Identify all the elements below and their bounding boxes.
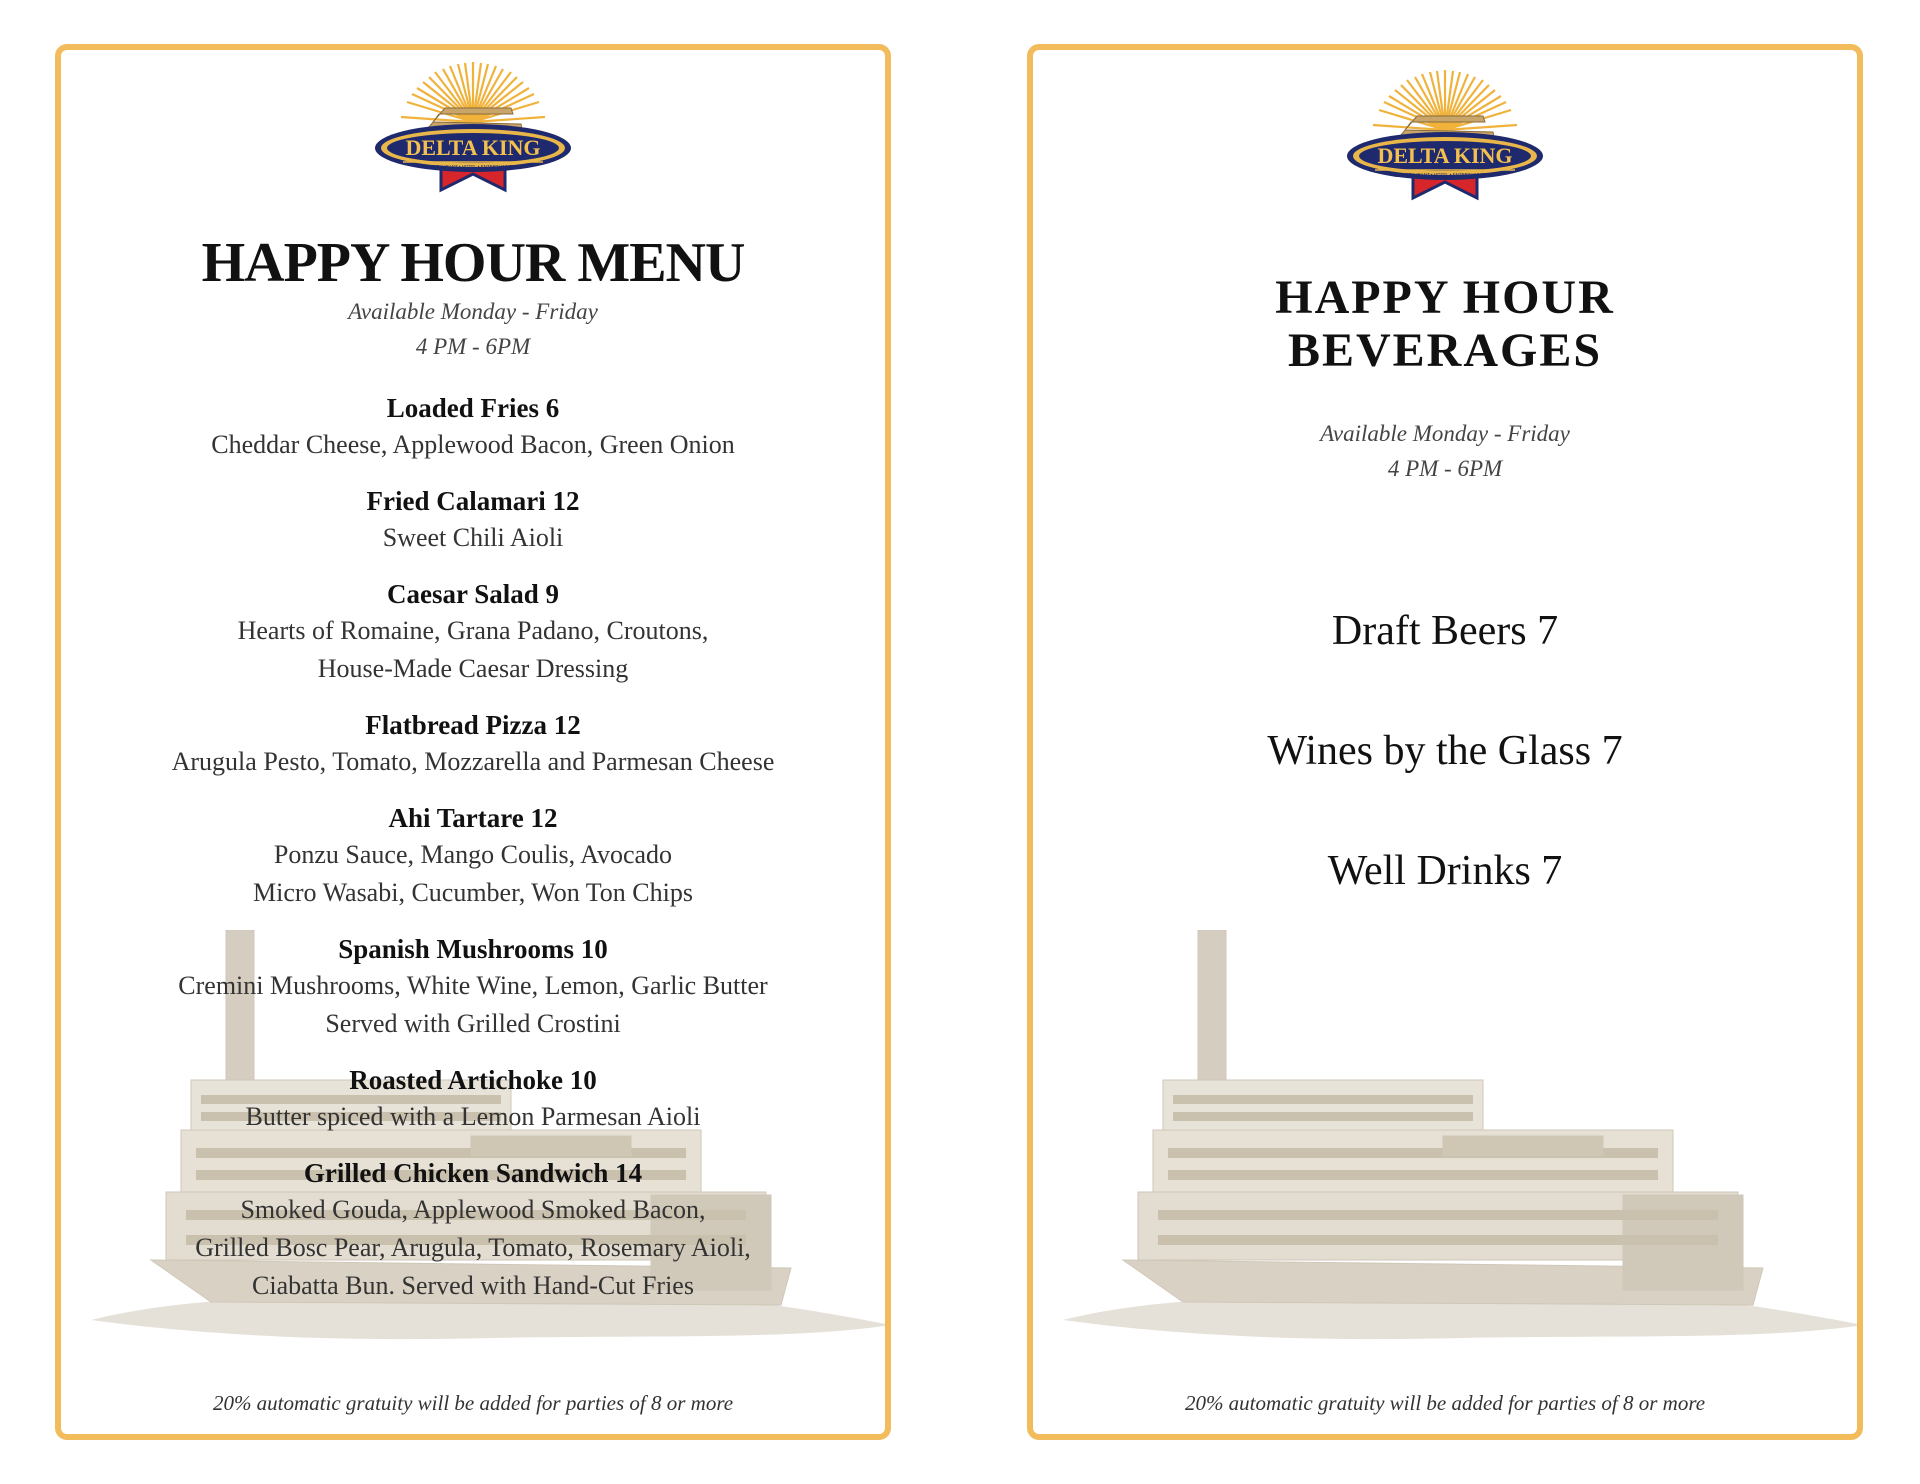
beverages-availability: Available Monday - Friday (1320, 421, 1570, 446)
menu-item-description: House-Made Caesar Dressing (317, 654, 629, 683)
riverboat-illustration (1063, 930, 1863, 1350)
beverage-list (1033, 610, 1857, 892)
happy-hour-menu-card (55, 44, 891, 1440)
beverage-item: Draft Beers 7 (1331, 608, 1559, 654)
menu-item-description: Cremini Mushrooms, White Wine, Lemon, Garlic Butter (178, 971, 768, 1000)
menu-item-name: Ahi Tartare 12 (388, 803, 558, 833)
happy-hour-beverages-card (1027, 44, 1863, 1440)
beverage-item: Wines by the Glass 7 (1267, 728, 1623, 774)
menu-item-name: Caesar Salad 9 (386, 579, 560, 609)
menu-item (61, 1062, 885, 1136)
menu-item-description: Ciabatta Bun. Served with Hand-Cut Fries (252, 1271, 694, 1300)
menu-item-name: Fried Calamari 12 (366, 486, 580, 516)
menu-title: HAPPY HOUR MENU (201, 232, 745, 294)
menu-item (61, 576, 885, 688)
menu-item-description: Micro Wasabi, Cucumber, Won Ton Chips (253, 878, 693, 907)
menu-item-description: Served with Grilled Crostini (325, 1009, 621, 1038)
delta-king-logo (1345, 70, 1545, 205)
menu-item (61, 800, 885, 912)
menu-item-name: Grilled Chicken Sandwich 14 (303, 1158, 643, 1188)
logo-text: DELTA KING (1377, 143, 1513, 168)
beverage-item: Well Drinks 7 (1327, 848, 1563, 894)
beverages-gratuity-note: 20% automatic gratuity will be added for parties of 8 or more (1184, 1391, 1706, 1415)
logo-tagline: RESTAURANT • HOTEL • ENTERTAINMENT (427, 164, 519, 169)
menu-item (61, 707, 885, 781)
logo-text: DELTA KING (405, 135, 541, 160)
menu-item-description: Butter spiced with a Lemon Parmesan Aioli (245, 1102, 701, 1131)
delta-king-logo (373, 62, 573, 197)
menu-item-description: Sweet Chili Aioli (382, 523, 564, 552)
menu-item (61, 483, 885, 557)
menu-item-description: Smoked Gouda, Applewood Smoked Bacon, (240, 1195, 706, 1224)
menu-item (61, 1155, 885, 1305)
logo-tagline: RESTAURANT • HOTEL • ENTERTAINMENT (1399, 172, 1491, 177)
beverages-title-line2: BEVERAGES (1287, 323, 1603, 377)
menu-gratuity-note: 20% automatic gratuity will be added for parties of 8 or more (212, 1391, 734, 1415)
menu-item-description: Cheddar Cheese, Applewood Bacon, Green Onion (211, 430, 735, 459)
menu-item-description: Ponzu Sauce, Mango Coulis, Avocado (273, 840, 673, 869)
menu-item-name: Loaded Fries 6 (386, 393, 560, 423)
menu-item-description: Grilled Bosc Pear, Arugula, Tomato, Rosemary Aioli, (195, 1233, 751, 1262)
beverages-hours: 4 PM - 6PM (1387, 456, 1503, 481)
menu-item-name: Spanish Mushrooms 10 (338, 934, 608, 964)
menu-item-name: Roasted Artichoke 10 (349, 1065, 597, 1095)
beverages-title-line1: HAPPY HOUR (1275, 271, 1615, 324)
menu-item (61, 390, 885, 464)
menu-item-description: Hearts of Romaine, Grana Padano, Croutons, (237, 616, 709, 645)
menu-hours: 4 PM - 6PM (415, 334, 531, 359)
menu-item-name: Flatbread Pizza 12 (365, 710, 581, 740)
menu-items-list (61, 390, 885, 1324)
menu-availability: Available Monday - Friday (348, 299, 598, 324)
menu-item (61, 931, 885, 1043)
menu-item-description: Arugula Pesto, Tomato, Mozzarella and Parmesan Cheese (171, 747, 775, 776)
